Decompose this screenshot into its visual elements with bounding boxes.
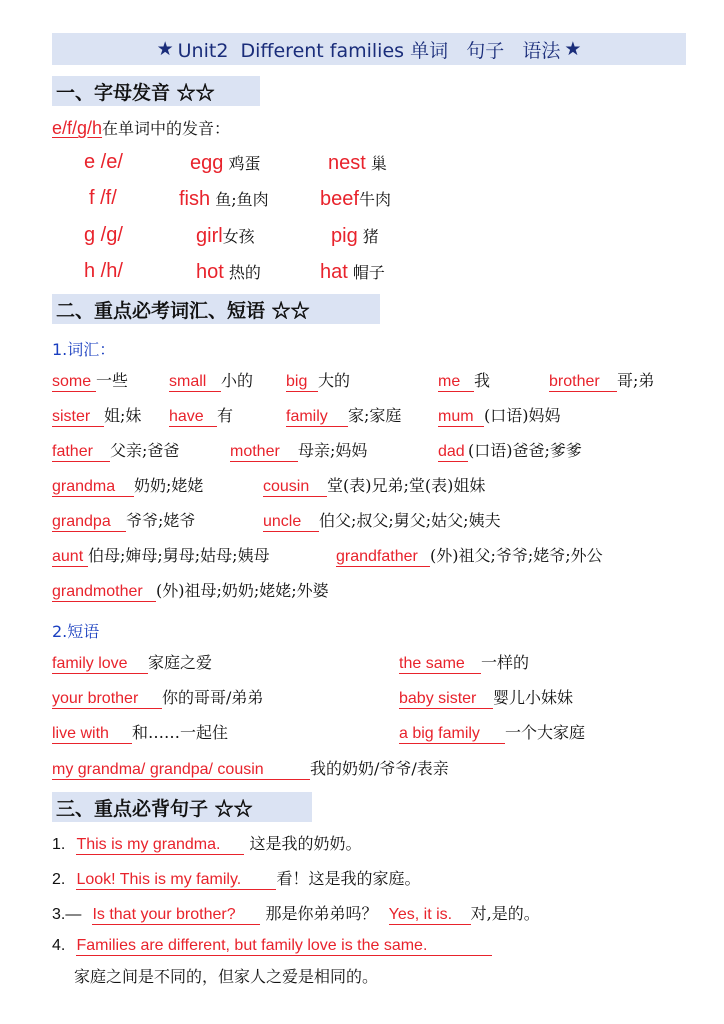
vocab-item: have 有	[169, 406, 234, 425]
vocab-item: cousin 堂(表)兄弟;堂(表)姐妹	[263, 476, 486, 495]
vocab-item: mother 母亲;妈妈	[230, 441, 368, 460]
phrase-item: the same 一样的	[399, 653, 530, 672]
phonics-word: egg 鸡蛋	[190, 152, 261, 174]
vocab-item: grandma 奶奶;姥姥	[52, 476, 204, 495]
phonics-word: fish 鱼;鱼肉	[179, 188, 269, 210]
phonics-letter: g /g/	[84, 224, 123, 246]
phonics-word: girl女孩	[196, 225, 255, 247]
vocab-item: small 小的	[169, 371, 254, 390]
phrase-item: a big family 一个大家庭	[399, 723, 586, 742]
page-title	[52, 33, 686, 65]
phonics-heading-zh: 在单词中的发音：	[102, 119, 231, 138]
phonics-word: beef牛肉	[320, 188, 391, 210]
sentence-4: 4. Families are different, but family love is the same.	[52, 935, 492, 956]
vocab-item: dad (口语)爸爸;爹爹	[438, 441, 582, 460]
section-heading-sentences: 三、重点必背句子 ☆☆	[52, 792, 312, 822]
vocab-item: father 父亲;爸爸	[52, 441, 180, 460]
vocab-item: grandfather (外)祖父;爷爷;姥爷;外公	[336, 546, 603, 565]
vocab-item: brother 哥;弟	[549, 371, 655, 390]
sentence-3: 3.— Is that your brother? 那是你弟弟吗？ Yes, it is. 对,是的。	[52, 904, 540, 923]
phrase-item: live with 和……一起住	[52, 723, 229, 742]
vocab-item: grandpa 爷爷;姥爷	[52, 511, 196, 530]
vocab-item: grandmother (外)祖母;奶奶;姥姥;外婆	[52, 581, 329, 600]
vocab-item: family 家;家庭	[286, 406, 402, 425]
phonics-word: hot 热的	[196, 261, 261, 283]
vocab-item: me 我	[438, 371, 491, 390]
vocab-item: aunt 伯母;婶母;舅母;姑母;姨母	[52, 546, 270, 565]
phonics-letter: f /f/	[89, 187, 117, 209]
phonics-heading	[52, 116, 230, 139]
phrases-label: 2.短语	[52, 622, 100, 641]
star-icon: ★	[564, 38, 582, 60]
vocab-item: uncle 伯父;叔父;舅父;姑父;姨夫	[263, 511, 501, 530]
vocab-item: some 一些	[52, 371, 129, 390]
phonics-word: hat 帽子	[320, 261, 385, 283]
phrase-item: family love 家庭之爱	[52, 653, 213, 672]
phrase-item: baby sister 婴儿小妹妹	[399, 688, 574, 707]
vocab-item: big 大的	[286, 371, 351, 390]
phonics-letter: e /e/	[84, 151, 123, 173]
phonics-letter: h /h/	[84, 260, 123, 282]
star-icon: ★	[156, 38, 174, 60]
sentence-1: 1. This is my grandma. 这是我的奶奶。	[52, 834, 362, 853]
phonics-letters: e/f/g/h	[52, 118, 103, 138]
section-heading-phonics: 一、字母发音 ☆☆	[52, 76, 260, 106]
title-text: Unit2 Different families 单词 句子 语法	[177, 39, 561, 62]
sentence-2: 2. Look! This is my family. 看！这是我的家庭。	[52, 869, 421, 888]
vocab-item: sister 姐;妹	[52, 406, 142, 425]
sentence-4-translation: 家庭之间是不同的，但家人之爱是相同的。	[74, 967, 379, 986]
vocab-label: 1.词汇：	[52, 340, 116, 359]
phonics-word: pig 猪	[331, 225, 379, 247]
phrase-item: your brother 你的哥哥/弟弟	[52, 688, 264, 707]
phrase-item: my grandma/ grandpa/ cousin 我的奶奶/爷爷/表亲	[52, 759, 449, 778]
phonics-word: nest 巢	[328, 152, 387, 174]
section-heading-vocab: 二、重点必考词汇、短语 ☆☆	[52, 294, 380, 324]
vocab-item: mum (口语)妈妈	[438, 406, 561, 425]
